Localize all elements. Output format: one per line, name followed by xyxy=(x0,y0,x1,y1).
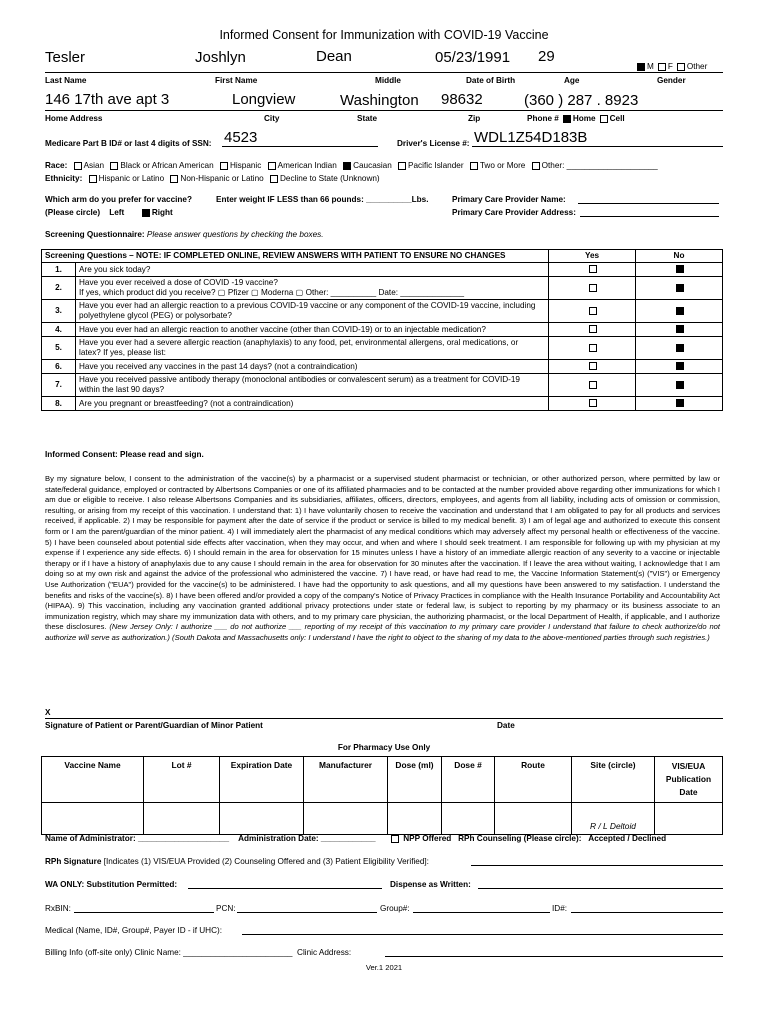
table-row: 6. Have you received any vaccines in the past 14 days? (not a contraindication) xyxy=(42,360,723,374)
checkbox-race-asian[interactable] xyxy=(74,162,82,170)
arm-question: Which arm do you prefer for vaccine? xyxy=(45,195,192,204)
signature-x: X xyxy=(45,708,51,717)
license-line xyxy=(472,146,723,147)
label-home-address: Home Address xyxy=(45,114,103,123)
license-value: WDL1Z54D183B xyxy=(474,129,588,146)
phone-type[interactable]: Phone # Home Cell xyxy=(527,114,625,123)
checkbox-q3-yes[interactable] xyxy=(589,307,597,315)
zip-value: 98632 xyxy=(441,91,483,108)
wa-label: WA ONLY: Substitution Permitted: xyxy=(45,880,178,889)
question-text: Have you ever had an allergic reaction to another vaccine (other than COVID-19) or to an injectable medication? xyxy=(76,323,549,337)
counseling-choice[interactable]: Accepted / Declined xyxy=(588,834,667,843)
signature-date-label: Date xyxy=(497,721,515,730)
row2-line xyxy=(45,110,723,111)
middle-name-value: Dean xyxy=(316,48,352,65)
rph-signature-line[interactable] xyxy=(471,865,723,866)
rxbin-line[interactable] xyxy=(74,912,214,913)
group-line[interactable] xyxy=(413,912,550,913)
screening-table xyxy=(41,249,723,411)
address-value: 146 17th ave apt 3 xyxy=(45,91,170,108)
pharmacy-entry-row xyxy=(42,803,723,835)
table-row: 7. Have you received passive antibody therapy (monoclonal antibodies or convalescent serum) as a treatment for COVID-19 within the last 90 days? xyxy=(42,374,723,397)
version-label: Ver.1 2021 xyxy=(365,963,403,972)
checkbox-male[interactable] xyxy=(637,63,645,71)
manufacturer-cell[interactable] xyxy=(304,803,388,835)
group-label: Group#: xyxy=(380,904,410,913)
table-row: 3. Have you ever had an allergic reaction to a previous COVID-19 vaccine or any component of the COVID-19 vaccine, including polyethylene glycol (PEG) or polysorbate? xyxy=(42,300,723,323)
id-label: ID#: xyxy=(552,904,568,913)
vis-date-cell[interactable] xyxy=(655,803,723,835)
screening-header: Screening Questions – NOTE: IF COMPLETED ONLINE, REVIEW ANSWERS WITH PATIENT TO ENSURE NO CHANGES xyxy=(42,250,549,263)
medical-line[interactable] xyxy=(242,934,723,935)
label-gender: Gender xyxy=(657,76,686,85)
checkbox-q7-yes[interactable] xyxy=(589,381,597,389)
table-row: 2. Have you ever received a dose of COVID -19 vaccine? If yes, which product did you receive? ▢ Pfizer ▢ Moderna ▢ Other: __________ Date: ______________ xyxy=(42,277,723,300)
pcp-address-label: Primary Care Provider Address: xyxy=(452,208,576,217)
checkbox-q5-no[interactable] xyxy=(676,344,684,352)
screening-header-row xyxy=(42,250,723,263)
first-name-value: Joshlyn xyxy=(195,49,246,66)
checkbox-cell[interactable] xyxy=(600,115,608,123)
consent-heading: Informed Consent: Please read and sign. xyxy=(45,450,204,459)
checkbox-q1-yes[interactable] xyxy=(589,265,597,273)
daw-label: Dispense as Written: xyxy=(390,880,471,889)
label-city: City xyxy=(264,114,280,123)
screening-intro: Screening Questionnaire: Please answer questions by checking the boxes. xyxy=(45,230,324,239)
ssn-value: 4523 xyxy=(224,129,258,146)
pcp-name-label: Primary Care Provider Name: xyxy=(452,195,566,204)
checkbox-q6-no[interactable] xyxy=(676,362,684,370)
pcn-label: PCN: xyxy=(216,904,236,913)
yes-header: Yes xyxy=(549,250,636,263)
clinic-address-line[interactable] xyxy=(385,956,723,957)
rxbin-label: RxBIN: xyxy=(45,904,71,913)
checkbox-race-hispanic[interactable] xyxy=(220,162,228,170)
phone-value: (360 ) 287 . 8923 xyxy=(524,92,639,109)
dose-ml-cell[interactable] xyxy=(388,803,442,835)
question-text: Have you received passive antibody therapy (monoclonal antibodies or convalescent serum) as a treatment for COVID-19 within the last 90 days? xyxy=(76,374,549,397)
checkbox-q7-no[interactable] xyxy=(676,381,684,389)
age-value: 29 xyxy=(538,48,555,65)
pharmacy-header-row: Vaccine Name Lot # Expiration Date Manufacturer Dose (ml) Dose # Route Site (circle) VIS/EUA Publication Date xyxy=(42,757,723,803)
signature-label: Signature of Patient or Parent/Guardian of Minor Patient xyxy=(45,721,263,730)
lot-cell[interactable] xyxy=(144,803,220,835)
gender-options[interactable]: M F Other xyxy=(633,62,707,71)
rph-row: RPh Signature [Indicates (1) VIS/EUA Provided (2) Counseling Offered and (3) Patient Eligibility Verified]: xyxy=(45,857,429,866)
pcp-address-line[interactable] xyxy=(580,216,719,217)
table-row: 1. Are you sick today? xyxy=(42,263,723,277)
checkbox-q6-yes[interactable] xyxy=(589,362,597,370)
question-text: Are you pregnant or breastfeeding? (not a contraindication) xyxy=(76,397,549,411)
row1-line xyxy=(45,72,723,73)
checkbox-eth-non-hispanic[interactable] xyxy=(170,175,178,183)
label-state: State xyxy=(357,114,378,123)
label-last-name: Last Name xyxy=(45,76,87,85)
wa-line[interactable] xyxy=(188,888,382,889)
site-cell[interactable]: R / L Deltoid xyxy=(572,803,655,835)
admin-row: Name of Administrator: ____________________ Administration Date: ____________ NPP Offered RPh Counseling (Please circle): Accepted / Declined xyxy=(45,834,667,843)
arm-left[interactable]: Left xyxy=(109,208,125,217)
expiration-cell[interactable] xyxy=(220,803,304,835)
table-row: 5. Have you ever had a severe allergic reaction (anaphylaxis) to any food, pet, environmental allergens, oral medications, or latex? If yes, please list: xyxy=(42,337,723,360)
dose-number-cell[interactable] xyxy=(442,803,495,835)
checkbox-race-american-indian[interactable] xyxy=(268,162,276,170)
checkbox-race-two-more[interactable] xyxy=(470,162,478,170)
label-middle: Middle xyxy=(375,76,401,85)
weight-label: Enter weight IF LESS than 66 pounds: __________Lbs. xyxy=(216,195,429,204)
arm-right[interactable]: Right xyxy=(151,208,173,217)
checkbox-race-black[interactable] xyxy=(110,162,118,170)
route-cell[interactable] xyxy=(495,803,572,835)
checkbox-q8-yes[interactable] xyxy=(589,399,597,407)
arm-choice[interactable]: (Please circle) Left Right xyxy=(45,208,173,217)
checkbox-npp[interactable] xyxy=(391,835,399,843)
daw-line[interactable] xyxy=(478,888,723,889)
race-row[interactable]: Race: Asian Black or African American Hispanic American Indian Caucasian Pacific Islander Two or More Other: ____________________ xyxy=(45,161,658,170)
checkbox-race-other[interactable] xyxy=(532,162,540,170)
consent-body: By my signature below, I consent to the administration of the vaccine(s) by a pharmacist or a supervised student pharmacist or technician, or other authorized person, where permitted by law or state/federal guidance, employed or contracted by Albertsons Companies or one of its affiliated pharmacies and to be contacted at the number provided above regarding other immunizations for which I am due or eligible to receive. I also release Albertsons Companies and its subsidiaries, affiliates, officers, directors, employees, and agents from all liability, including acts of omission or commission, resulting, or arising from my receipt of this vaccination. I understand that: 1) I have voluntarily chosen to receive the vaccination and understand that I am obligated to pay for all products and services received, if applicable. 2) I may be responsible for payment after the date of service if the product or service is billed to my medical benefit. 3) I am of legal age and authorized to execute this consent form or I am the parent/guardian of the minor patient. 4) I will immediately alert the pharmacist of any medical conditions which may adversely affect my personal health or effectiveness of the vaccine. 5) I have been counseled about potential side effects after vaccination, when they may occur, and when and where I should seek treatment. I am responsible for following up with my physician at my expense if I experience any side effects. 6) I should remain in the area for observation for 15 minutes unless I have a history of an immediate allergic reaction of any severity to a vaccine or injectable therapy or if I have a history of anaphylaxis due to any cause I should remain in the area for observation for 30 minutes after the vaccination. If I leave the area without waiting, I acknowledge that I am doing so at my own risk and against the advice of the professional who administered the vaccine. 7) I have read, or have had read to me, the Vaccine Information Statement(s) ("VIS") or Emergency Use Authorization ("EUA") provided for the vaccine(s) to be administered. I have had the opportunity to ask questions, and all my questions have been answered to my satisfaction. I understand the benefits and risks of the vaccine(s). 8) I have been offered and/or provided a copy of the company's Notice of Privacy Practices in compliance with the Health Insurance Portability and Accountability Act (HIPAA). 9) This vaccination, including any vaccination granted additional privacy protections under state or federal law, is subject to reporting by my pharmacy or its business associate to an immunization registry, which may share my immunization data with others, and to my primary care physician, the authorizing pharmacist, or the local Department of Health, if applicable, and I authorize these disclosures. (New Jersey Only: I authorize ___ do not authorize ___ reporting of my receipt of this vaccination to my primary care provider I understand that failure to check authorize/do not authorize will serve as authorization.) (South Dakota and Massachusetts only: I understand I have the right to object to the sharing of my data to the above-mentioned parties through such registries.) xyxy=(45,474,720,642)
checkbox-gender-other[interactable] xyxy=(677,63,685,71)
label-age: Age xyxy=(564,76,580,85)
signature-line[interactable] xyxy=(45,718,723,719)
question-text: Have you ever received a dose of COVID -19 vaccine? If yes, which product did you receive? ▢ Pfizer ▢ Moderna ▢ Other: __________ Date: ______________ xyxy=(76,277,549,300)
last-name-value: Tesler xyxy=(45,49,86,66)
label-zip: Zip xyxy=(468,114,481,123)
pcp-name-line[interactable] xyxy=(578,203,719,204)
label-medicare: Medicare Part B ID# or last 4 digits of SSN: xyxy=(45,139,212,148)
checkbox-race-caucasian[interactable] xyxy=(343,162,351,170)
label-license: Driver's License #: xyxy=(397,139,470,148)
pharmacy-table xyxy=(41,756,723,835)
checkbox-q2-no[interactable] xyxy=(676,284,684,292)
vaccine-name-cell[interactable] xyxy=(42,803,144,835)
no-header: No xyxy=(636,250,723,263)
checkbox-home[interactable] xyxy=(563,115,571,123)
checkbox-race-pacific[interactable] xyxy=(398,162,406,170)
question-text: Have you ever had a severe allergic reaction (anaphylaxis) to any food, pet, environmental allergens, oral medications, or latex? If yes, please list: xyxy=(76,337,549,360)
checkbox-q5-yes[interactable] xyxy=(589,344,597,352)
pharmacy-title: For Pharmacy Use Only xyxy=(337,743,431,752)
checkbox-eth-decline[interactable] xyxy=(270,175,278,183)
ssn-line xyxy=(222,146,378,147)
table-row: 8. Are you pregnant or breastfeeding? (not a contraindication) xyxy=(42,397,723,411)
state-value: Washington xyxy=(340,92,419,109)
medical-label: Medical (Name, ID#, Group#, Payer ID - if UHC): xyxy=(45,926,222,935)
table-row: 4. Have you ever had an allergic reaction to another vaccine (other than COVID-19) or to an injectable medication? xyxy=(42,323,723,337)
billing-row: Billing Info (off-site only) Clinic Name: ________________________ Clinic Address: xyxy=(45,948,352,957)
dob-value: 05/23/1991 xyxy=(435,49,511,66)
pcn-line[interactable] xyxy=(237,912,377,913)
checkbox-eth-hispanic[interactable] xyxy=(89,175,97,183)
checkbox-female[interactable] xyxy=(658,63,666,71)
id-line[interactable] xyxy=(571,912,723,913)
checkbox-q3-no[interactable] xyxy=(676,307,684,315)
checkbox-q4-no[interactable] xyxy=(676,325,684,333)
ethnicity-row[interactable]: Ethnicity: Hispanic or Latino Non-Hispanic or Latino Decline to State (Unknown) xyxy=(45,174,380,183)
label-first-name: First Name xyxy=(215,76,258,85)
question-text: Have you ever had an allergic reaction to a previous COVID-19 vaccine or any component of the COVID-19 vaccine, including polyethylene glycol (PEG) or polysorbate? xyxy=(76,300,549,323)
question-text: Are you sick today? xyxy=(76,263,549,277)
checkbox-q4-yes[interactable] xyxy=(589,325,597,333)
checkbox-q2-yes[interactable] xyxy=(589,284,597,292)
checkbox-q8-no[interactable] xyxy=(676,399,684,407)
label-dob: Date of Birth xyxy=(466,76,516,85)
checkbox-arm-right[interactable] xyxy=(142,209,150,217)
form-title: Informed Consent for Immunization with COVID-19 Vaccine xyxy=(219,28,549,42)
question-text: Have you received any vaccines in the past 14 days? (not a contraindication) xyxy=(76,360,549,374)
city-value: Longview xyxy=(232,91,296,108)
checkbox-q1-no[interactable] xyxy=(676,265,684,273)
